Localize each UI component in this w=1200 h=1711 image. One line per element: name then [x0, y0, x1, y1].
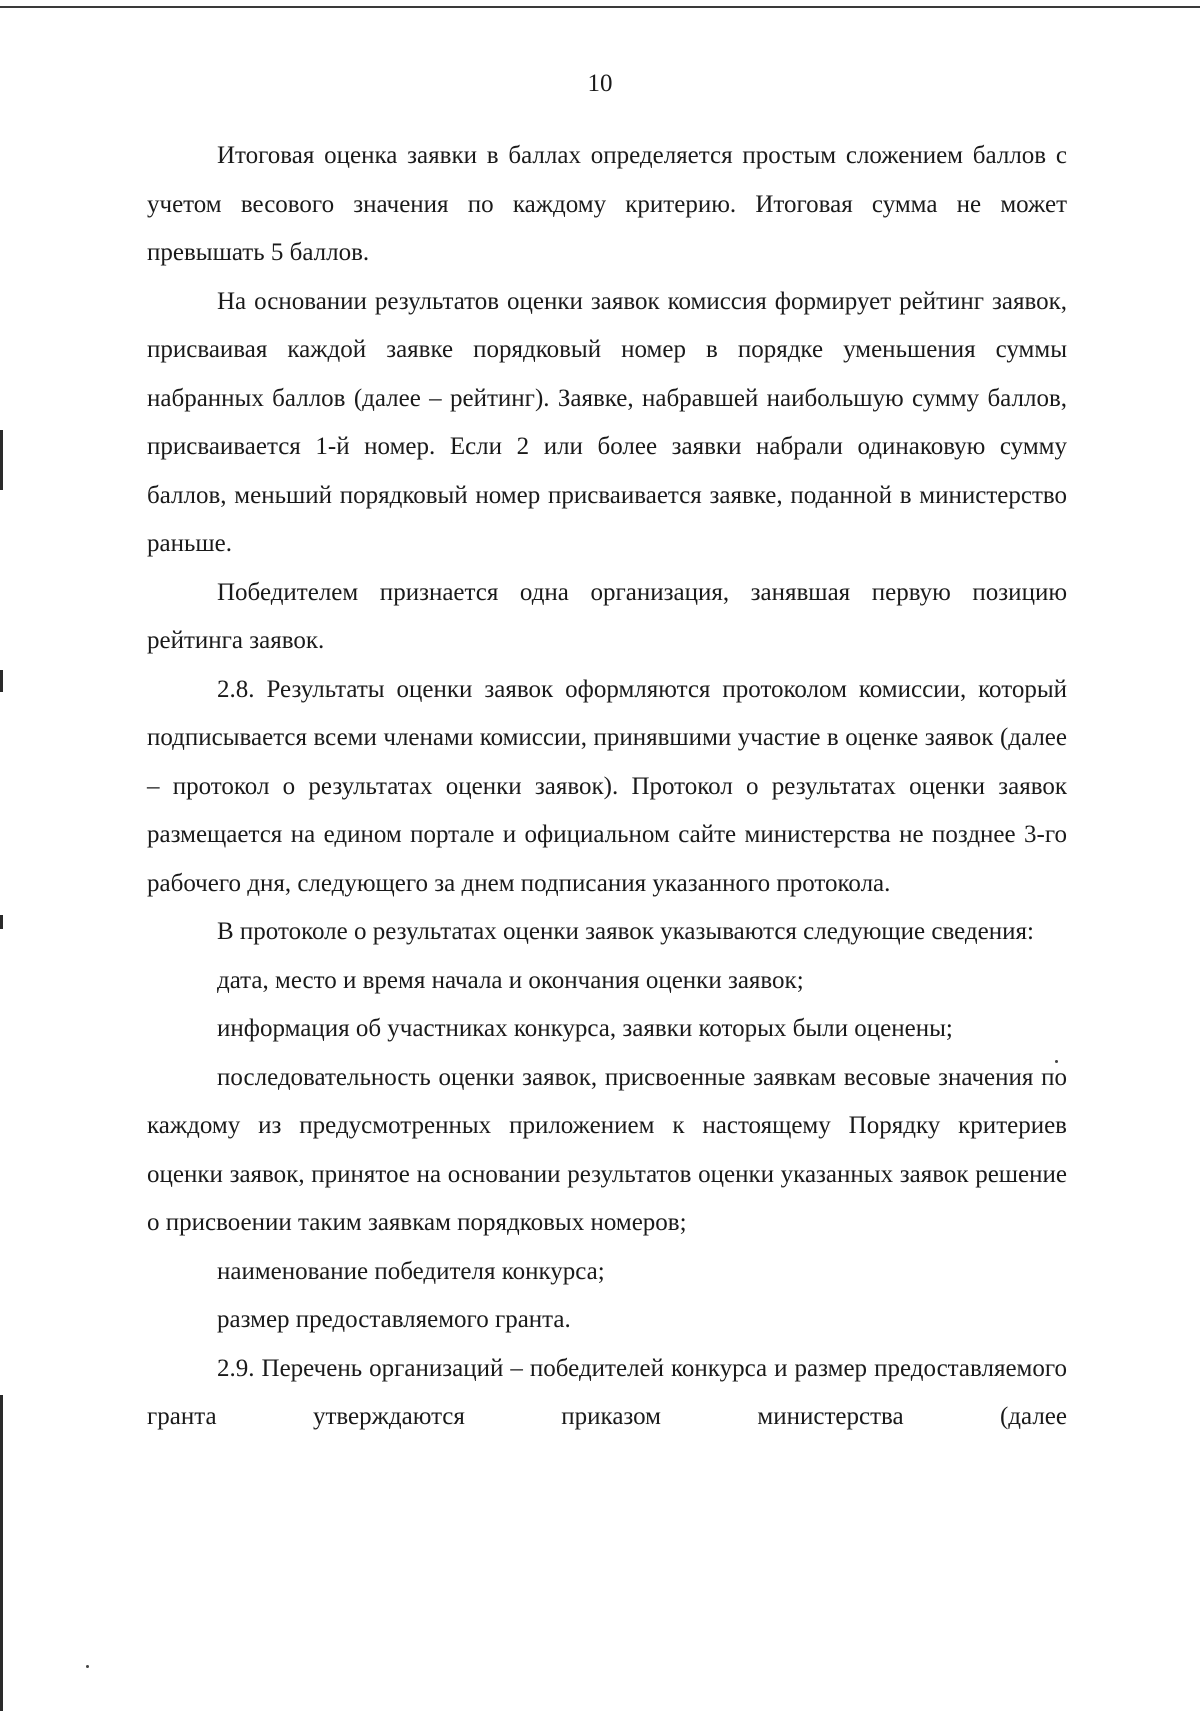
scan-edge-mark — [0, 915, 3, 929]
list-item-grant-size: размер предоставляемого гранта. — [217, 1306, 571, 1333]
paragraph-2-9-list: 2.9. Перечень организаций – победителей конкурса и размер предоставляемого гранта утверждаются приказом министерства (далее — [147, 1354, 1067, 1430]
list-item-winner-name: наименование победителя конкурса; — [217, 1257, 605, 1285]
list-item-participants: информация об участниках конкурса, заявки которых были оценены; — [217, 1015, 953, 1042]
document-body — [147, 132, 1067, 1442]
paragraph-2-8-protocol: 2.8. Результаты оценки заявок оформляются протоколом комиссии, который подписывается всеми членами комиссии, принявшими участие в оценке заявок (далее – протокол о результатах оценки заявок). Протокол о результатах оценки заявок размещается на едином портале и официальном сайте министерства не позднее 3-го рабочего дня, следующего за днем подписания указанного протокола. — [147, 675, 1067, 897]
scan-edge-mark — [0, 670, 3, 692]
scan-speck — [86, 1665, 89, 1668]
list-item-date-place: дата, место и время начала и окончания оценки заявок; — [217, 966, 804, 994]
list-item-sequence: последовательность оценки заявок, присвоенные заявкам весовые значения по каждому из предусмотренных приложением к настоящему Порядку критериев оценки заявок, принятое на основании результатов оценки указанных заявок решение о присвоении таким заявкам порядковых номеров; — [147, 1063, 1067, 1236]
paragraph-winner: Победителем признается одна организация, занявшая первую позицию рейтинга заявок. — [147, 578, 1067, 654]
page-number: 10 — [587, 70, 613, 97]
paragraph-final-score: Итоговая оценка заявки в баллах определяется простым сложением баллов с учетом весового значения по каждому критерию. Итоговая сумма не может превышать 5 баллов. — [147, 142, 1067, 266]
paragraph-protocol-contents: В протоколе о результатах оценки заявок указываются следующие сведения: — [217, 918, 1034, 945]
paragraph-rating: На основании результатов оценки заявок комиссия формирует рейтинг заявок, присваивая каждой заявке порядковый номер в порядке уменьшения суммы набранных баллов (далее – рейтинг). Заявке, набравшей наибольшую сумму баллов, присваивается 1-й номер. Если 2 или более заявки набрали одинаковую сумму баллов, меньший порядковый номер присваивается заявке, поданной в министерство раньше. — [147, 287, 1067, 557]
scan-edge-mark — [0, 430, 3, 490]
scan-edge-mark — [0, 1395, 3, 1711]
scan-top-border — [0, 6, 1200, 8]
